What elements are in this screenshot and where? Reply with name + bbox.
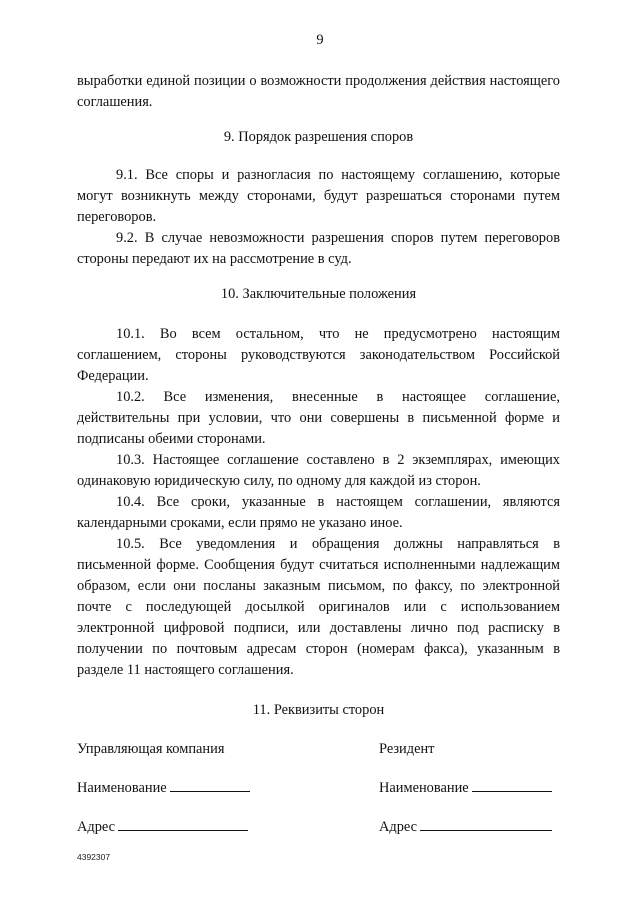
section-11-heading: 11. Реквизиты сторон xyxy=(252,702,385,718)
section-9-heading: 9. Порядок разрешения споров xyxy=(223,129,414,145)
paragraph-10-2: 10.2. Все изменения, внесенные в настоящее соглашение, действительны при условии, что они совершены в письменной форме и подписаны обеими сторонами. xyxy=(77,389,560,447)
paragraph-10-1: 10.1. Во всем остальном, что не предусмотрено настоящим соглашением, стороны руководствуются законодательством Российской Федерации. xyxy=(77,326,560,384)
paragraph-10-5: 10.5. Все уведомления и обращения должны направляться в письменной форме. Сообщения будут считаться исполненными надлежащим образом, если они посланы заказным письмом, по факсу, по электронной почте с последующей досылкой оригиналов или с использованием электронной цифровой подписи, или доставлены лично под расписку в получении по почтовым адресам сторон (номерам факса), указанным в разделе 11 настоящего соглашения. xyxy=(77,536,560,678)
address-blank-line xyxy=(420,815,552,831)
page-number: 9 xyxy=(316,32,324,48)
address-blank-line xyxy=(118,815,248,831)
name-label: Наименование xyxy=(379,780,469,796)
address-field-row xyxy=(379,815,560,838)
paragraph-10-4: 10.4. Все сроки, указанные в настоящем соглашении, являются календарными сроками, если прямо не указано иное. xyxy=(77,494,560,531)
requisites-block xyxy=(77,739,560,838)
intro-paragraph: выработки единой позиции о возможности продолжения действия настоящего соглашения. xyxy=(77,73,560,110)
name-label: Наименование xyxy=(77,780,167,796)
party-title: Резидент xyxy=(379,741,435,757)
document-body xyxy=(77,71,560,838)
paragraph-9-2: 9.2. В случае невозможности разрешения споров путем переговоров стороны передают их на рассмотрение в суд. xyxy=(77,230,560,267)
address-field-row xyxy=(77,815,267,838)
requisites-resident xyxy=(379,739,560,838)
section-10-heading: 10. Заключительные положения xyxy=(220,286,417,302)
party-title: Управляющая компания xyxy=(77,741,225,757)
requisites-management-company xyxy=(77,739,267,838)
name-field-row xyxy=(77,776,267,799)
paragraph-10-3: 10.3. Настоящее соглашение составлено в 2 экземплярах, имеющих одинаковую юридическую силу, по одному для каждой из сторон. xyxy=(77,452,560,489)
name-blank-line xyxy=(170,776,250,792)
document-code: 4392307 xyxy=(77,852,111,862)
name-field-row xyxy=(379,776,560,799)
name-blank-line xyxy=(472,776,552,792)
address-label: Адрес xyxy=(379,819,418,835)
paragraph-9-1: 9.1. Все споры и разногласия по настоящему соглашению, которые могут возникнуть между сторонами, будут разрешаться сторонами путем переговоров. xyxy=(77,167,560,225)
address-label: Адрес xyxy=(77,819,116,835)
